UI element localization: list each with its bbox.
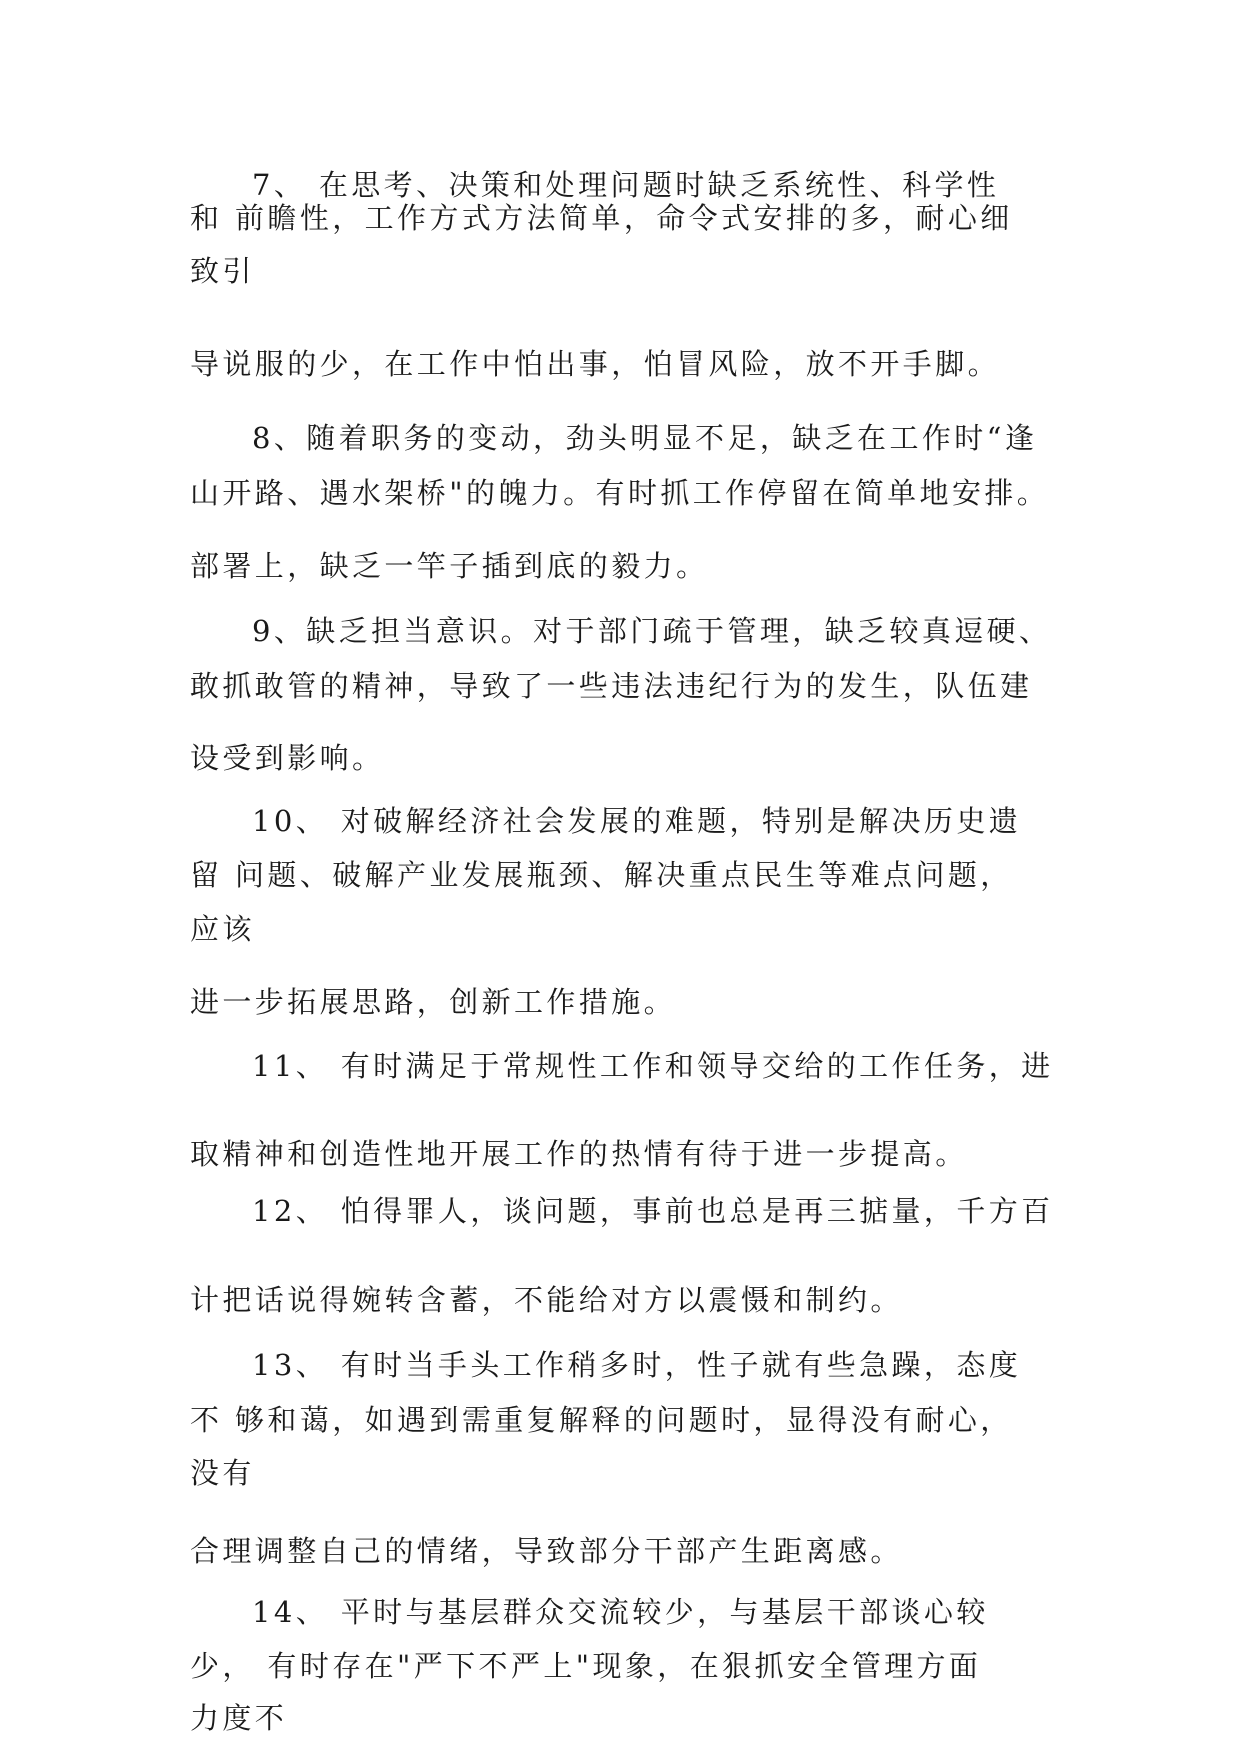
text-line: 7、 在思考、决策和处理问题时缺乏系统性、科学性: [252, 168, 1000, 202]
text-line: 12、 怕得罪人，谈问题，事前也总是再三掂量，千方百: [252, 1194, 1054, 1228]
text-line: 不 够和蔼，如遇到需重复解释的问题时，显得没有耐心，: [190, 1403, 1013, 1437]
text-line: 8、随着职务的变动，劲头明显不足，缺乏在工作时“逢: [252, 421, 1038, 455]
text-line: 进一步拓展思路，创新工作措施。: [190, 985, 677, 1019]
text-line: 13、 有时当手头工作稍多时，性子就有些急躁，态度: [252, 1348, 1022, 1382]
text-line: 没有: [190, 1456, 255, 1490]
text-line: 留 问题、破解产业发展瓶颈、解决重点民生等难点问题，: [190, 858, 1013, 892]
text-line: 14、 平时与基层群众交流较少，与基层干部谈心较: [252, 1595, 989, 1629]
text-line: 和 前瞻性，工作方式方法简单，命令式安排的多，耐心细: [190, 201, 1013, 235]
text-line: 应该: [190, 912, 255, 946]
text-line: 计把话说得婉转含蓄，不能给对方以震慑和制约。: [190, 1283, 903, 1317]
text-line: 导说服的少，在工作中怕出事，怕冒风险，放不开手脚。: [190, 347, 1001, 381]
text-line: 设受到影响。: [190, 741, 385, 775]
text-line: 力度不: [190, 1701, 288, 1735]
text-line: 部署上，缺乏一竿子插到底的毅力。: [190, 549, 709, 583]
text-line: 9、缺乏担当意识。对于部门疏于管理，缺乏较真逗硬、: [252, 614, 1052, 648]
text-line: 致引: [190, 254, 255, 288]
text-line: 10、 对破解经济社会发展的难题，特别是解决历史遗: [252, 804, 1022, 838]
text-line: 取精神和创造性地开展工作的热情有待于进一步提高。: [190, 1137, 968, 1171]
text-line: 山开路、遇水架桥"的魄力。有时抓工作停留在简单地安排。: [190, 476, 1050, 510]
text-line: 敢抓敢管的精神，导致了一些违法违纪行为的发生，队伍建: [190, 669, 1033, 703]
text-line: 合理调整自己的情绪，导致部分干部产生距离感。: [190, 1534, 903, 1568]
text-line: 少， 有时存在"严下不严上"现象，在狠抓安全管理方面: [190, 1649, 982, 1683]
text-line: 11、 有时满足于常规性工作和领导交给的工作任务，进: [252, 1049, 1054, 1083]
